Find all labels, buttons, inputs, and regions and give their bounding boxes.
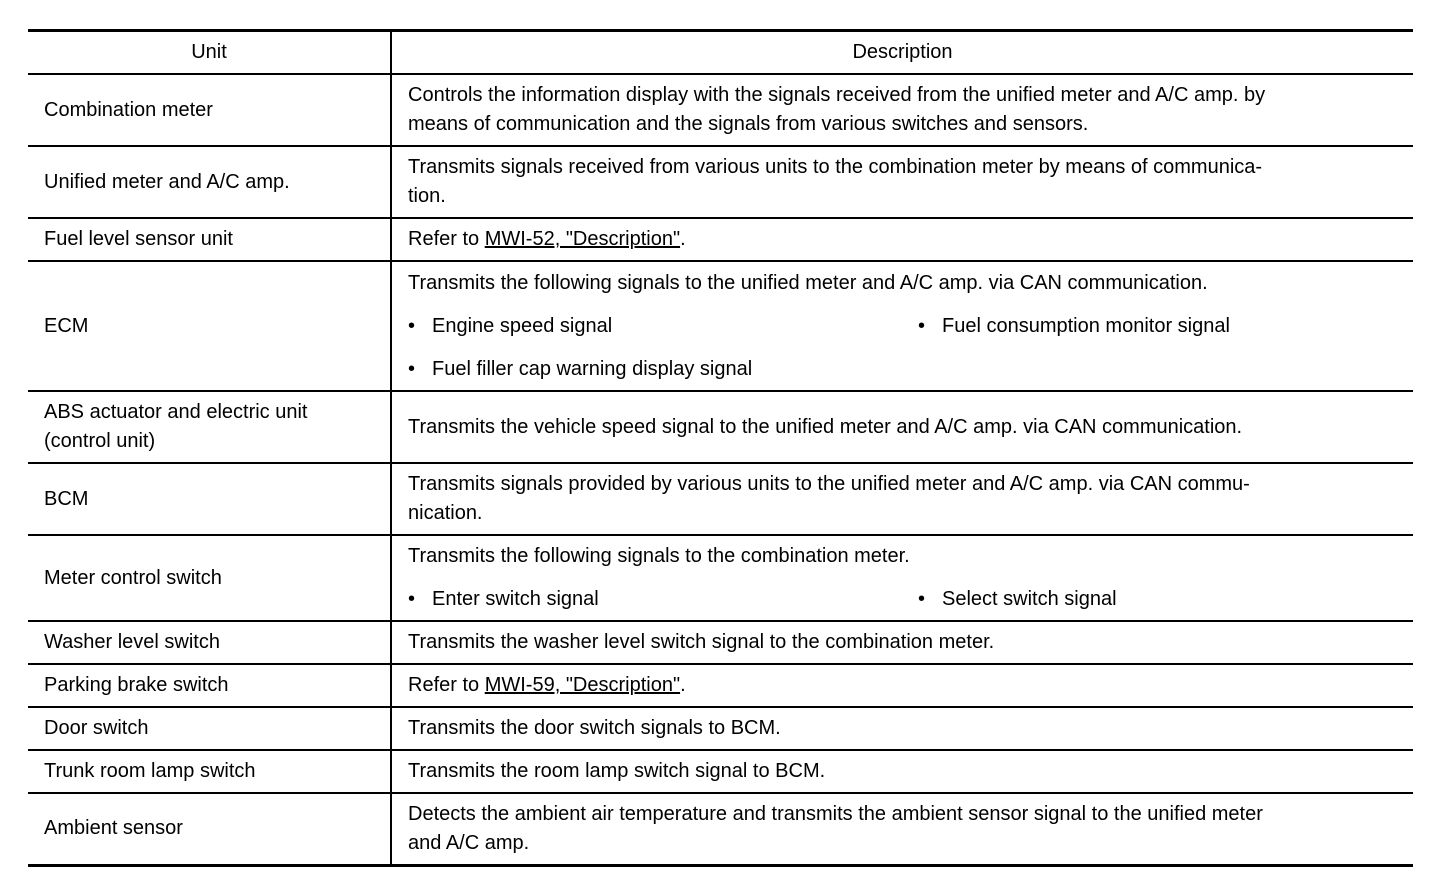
- refer-prefix: Refer to: [408, 674, 485, 696]
- bullet-item: • Engine speed signal: [408, 312, 918, 341]
- description-line: and A/C amp.: [408, 831, 530, 854]
- description-cell: [391, 74, 1413, 146]
- table-row: [28, 218, 1413, 261]
- refer-suffix: .: [680, 674, 686, 696]
- header-unit: Unit: [28, 31, 391, 75]
- description-line: Transmits signals provided by various units to the unified meter and A/C amp. via CAN commu-: [408, 473, 1250, 495]
- table-row: [28, 750, 1413, 793]
- bullet-item: • Fuel filler cap warning display signal: [408, 355, 918, 384]
- table-row: [28, 535, 1413, 621]
- unit-line: ABS actuator and electric unit: [44, 401, 308, 423]
- table-row: [28, 664, 1413, 707]
- unit-cell: Meter control switch: [28, 535, 391, 621]
- table-row: [28, 621, 1413, 664]
- description-cell: Transmits the room lamp switch signal to BCM.: [391, 750, 1413, 793]
- unit-description-table: [28, 29, 1413, 867]
- description-cell: [391, 664, 1413, 707]
- unit-cell: Ambient sensor: [28, 793, 391, 865]
- table-header: [28, 31, 1413, 75]
- unit-cell: Washer level switch: [28, 621, 391, 664]
- table-row: [28, 391, 1413, 463]
- unit-cell: BCM: [28, 463, 391, 535]
- bullet-list: [408, 312, 1397, 341]
- unit-cell: Combination meter: [28, 74, 391, 146]
- table-row: [28, 463, 1413, 535]
- description-cell: [391, 463, 1413, 535]
- reference-link[interactable]: MWI-52, "Description": [484, 228, 681, 250]
- header-description: Description: [391, 31, 1413, 75]
- unit-cell: ECM: [28, 261, 391, 391]
- table-row: [28, 793, 1413, 865]
- unit-cell: [28, 391, 391, 463]
- description-line: Transmits signals received from various units to the combination meter by means of communica-: [408, 156, 1263, 178]
- bullet-item: • Select switch signal: [918, 585, 1397, 614]
- table-row: [28, 74, 1413, 146]
- description-line: means of communication and the signals from various switches and sensors.: [408, 113, 1089, 135]
- refer-prefix: Refer to: [408, 228, 485, 250]
- description-intro: Transmits the following signals to the combination meter.: [408, 545, 910, 567]
- table-row: [28, 261, 1413, 391]
- description-cell: [391, 261, 1413, 391]
- header-row: [28, 31, 1413, 75]
- unit-line: (control unit): [44, 430, 156, 452]
- unit-cell: Fuel level sensor unit: [28, 218, 391, 261]
- description-line: nication.: [408, 502, 483, 524]
- description-cell: Transmits the door switch signals to BCM.: [391, 707, 1413, 750]
- unit-cell: Unified meter and A/C amp.: [28, 146, 391, 218]
- description-cell: [391, 218, 1413, 261]
- bullet-item: • Fuel consumption monitor signal: [918, 312, 1397, 341]
- description-cell: [391, 146, 1413, 218]
- bullet-item: • Enter switch signal: [408, 585, 918, 614]
- description-intro: Transmits the following signals to the unified meter and A/C amp. via CAN communication.: [408, 271, 1208, 294]
- unit-cell: Trunk room lamp switch: [28, 750, 391, 793]
- description-cell: [391, 535, 1413, 621]
- description-cell: Transmits the vehicle speed signal to the unified meter and A/C amp. via CAN communication.: [391, 391, 1413, 463]
- description-cell: Transmits the washer level switch signal to the combination meter.: [391, 621, 1413, 664]
- description-cell: [391, 793, 1413, 865]
- reference-link[interactable]: MWI-59, "Description": [484, 674, 681, 696]
- bullet-list: [408, 355, 1397, 384]
- bullet-list: [408, 585, 1397, 614]
- table-row: [28, 146, 1413, 218]
- refer-suffix: .: [680, 228, 686, 250]
- description-line: tion.: [408, 185, 446, 207]
- description-line: Detects the ambient air temperature and transmits the ambient sensor signal to the unified meter: [408, 802, 1263, 825]
- description-line: Controls the information display with the signals received from the unified meter and A/C amp. by: [408, 84, 1266, 106]
- unit-cell: Parking brake switch: [28, 664, 391, 707]
- table-row: [28, 707, 1413, 750]
- unit-cell: Door switch: [28, 707, 391, 750]
